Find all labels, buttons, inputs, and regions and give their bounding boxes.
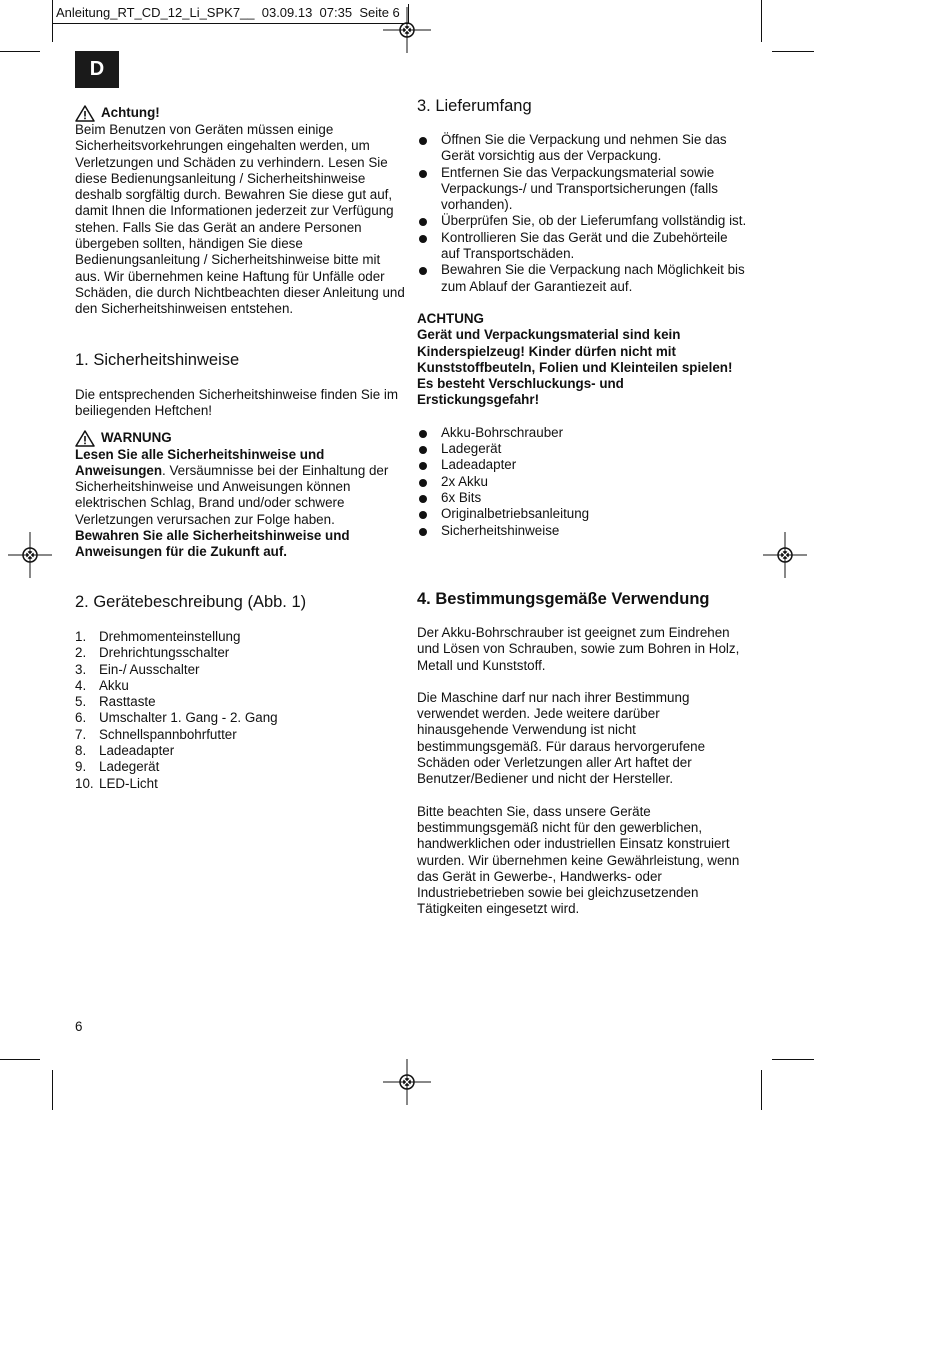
section-heading: 1. Sicherheitshinweise xyxy=(75,351,240,369)
crop-mark xyxy=(772,1059,814,1060)
item-number: 3. xyxy=(75,661,87,677)
section-safety xyxy=(75,350,405,561)
crop-mark xyxy=(0,51,40,52)
section-scope-of-delivery xyxy=(417,96,747,539)
list-item: Überprüfen Sie, ob der Lieferumfang vollständig ist. xyxy=(417,213,747,229)
list-item: Öffnen Sie die Verpackung und nehmen Sie das Gerät vorsichtig aus der Verpackung. xyxy=(417,132,747,165)
list-item xyxy=(75,710,405,726)
list-item xyxy=(75,694,405,710)
list-item xyxy=(75,645,405,661)
item-number: 4. xyxy=(75,677,87,693)
item-text: Drehrichtungsschalter xyxy=(99,645,230,661)
list-item: Akku-Bohrschrauber xyxy=(417,425,747,441)
safety-intro: Die entsprechenden Sicherheitshinweise finden Sie im beiliegenden Heftchen! xyxy=(75,387,399,419)
section-heading: 2. Gerätebeschreibung (Abb. 1) xyxy=(75,593,307,611)
section-intended-use xyxy=(417,589,747,918)
intended-use-p3: Bitte beachten Sie, dass unsere Geräte bestimmungsgemäß nicht für den gewerblichen, handwerklichen oder industriellen Einsatz konstruiert wurden. Wir übernehmen keine Gewährleistung, wenn das Gerät in Gewerbe-, Handwerks- oder Industriebetrieben sowie bei gleichzusetzenden Tätigkeiten eingesetzt wird. xyxy=(417,803,740,917)
attention-text: Gerät und Verpackungsmaterial sind kein Kinderspielzeug! Kinder dürfen nicht mit Kunststoffbeuteln, Folien und Kleinteilen spielen! Es besteht Verschluckungs- und Erstickungsgefahr! xyxy=(417,327,733,408)
item-number: 9. xyxy=(75,759,87,775)
attention-title: ACHTUNG xyxy=(417,310,484,326)
caution-block xyxy=(75,105,405,318)
intended-use-p2: Die Maschine darf nur nach ihrer Bestimmung verwendet werden. Jede weitere darüber hinausgehende Verwendung ist nicht bestimmungsgemäß. Für daraus hervorgerufene Schäden oder Verletzungen aller Art haftet der Benutzer/Bediener und nicht der Hersteller. xyxy=(417,689,706,787)
intended-use-p1: Der Akku-Bohrschrauber ist geeignet zum Eindrehen und Lösen von Schrauben, sowie zum Bohren in Holz, Metall und Kunststoff. xyxy=(417,625,740,673)
list-item: Ladegerät xyxy=(417,441,747,457)
crop-mark xyxy=(52,1070,53,1110)
item-number: 5. xyxy=(75,694,87,710)
list-item xyxy=(75,743,405,759)
list-item: Bewahren Sie die Verpackung nach Möglichkeit bis zum Ablauf der Garantiezeit auf. xyxy=(417,262,747,295)
list-item: Sicherheitshinweise xyxy=(417,523,747,539)
warning-triangle-icon xyxy=(75,430,95,447)
language-tab: D xyxy=(75,51,119,88)
caution-title: Achtung! xyxy=(101,105,160,121)
unpacking-steps xyxy=(417,132,747,295)
print-file-info: Anleitung_RT_CD_12_Li_SPK7__ 03.09.13 07:35 Seite 6 xyxy=(52,4,409,24)
contents-list xyxy=(417,425,747,539)
item-text: Rasttaste xyxy=(99,694,156,710)
page-number: 6 xyxy=(75,1019,83,1034)
item-text: Ein-/ Ausschalter xyxy=(99,661,200,677)
warning-text xyxy=(75,447,405,528)
item-text: Ladeadapter xyxy=(99,743,175,759)
list-item xyxy=(75,629,405,645)
list-item: Entfernen Sie das Verpackungsmaterial sowie Verpackungs-/ und Transportsicherungen (falls vorhanden). xyxy=(417,165,747,214)
list-item: Kontrollieren Sie das Gerät und die Zubehörteile auf Transportschäden. xyxy=(417,230,747,263)
crop-mark xyxy=(52,0,53,42)
item-text: Schnellspannbohrfutter xyxy=(99,726,237,742)
caution-title-row xyxy=(75,105,405,122)
warning-body: . Versäumnisse bei der Einhaltung der Sicherheitshinweise und Anweisungen können elektrischen Schlag, Brand und/oder schwere Verletzungen verursachen zur Folge haben. xyxy=(75,462,389,527)
section-heading: 4. Bestimmungsgemäße Verwendung xyxy=(417,590,710,608)
item-number: 2. xyxy=(75,645,87,661)
list-item xyxy=(75,727,405,743)
list-item xyxy=(75,776,405,792)
registration-mark-icon xyxy=(763,532,807,578)
item-text: Ladegerät xyxy=(99,759,160,775)
warning-triangle-icon xyxy=(75,105,95,122)
item-text: LED-Licht xyxy=(99,775,158,791)
item-number: 1. xyxy=(75,629,87,644)
list-item xyxy=(75,678,405,694)
warning-title: WARNUNG xyxy=(101,429,172,445)
section-heading: 3. Lieferumfang xyxy=(417,97,532,115)
crop-mark xyxy=(761,0,762,42)
warning-bold-lead: Lesen Sie alle Sicherheitshinweise und Anweisungen xyxy=(75,446,325,478)
warning-title-row xyxy=(75,430,405,447)
crop-mark xyxy=(0,1059,40,1060)
section-device-description xyxy=(75,592,405,792)
crop-mark xyxy=(761,1070,762,1110)
item-number: 6. xyxy=(75,710,87,726)
list-item xyxy=(75,759,405,775)
item-text: Drehmomenteinstellung xyxy=(99,629,241,644)
item-number: 7. xyxy=(75,726,87,742)
item-text: Akku xyxy=(99,677,129,693)
item-text: Umschalter 1. Gang - 2. Gang xyxy=(99,710,278,726)
registration-mark-icon xyxy=(383,7,431,53)
item-number: 8. xyxy=(75,743,87,759)
caution-text: Beim Benutzen von Geräten müssen einige Sicherheitsvorkehrungen eingehalten werden, um Verletzungen und Schäden zu verhindern. Lesen Sie diese Bedienungsanleitung / Sicherheitshinweise deshalb sorgfältig durch. Bewahren Sie diese gut auf, damit Ihnen die Informationen jederzeit zur Verfügung stehen. Falls Sie das Gerät an andere Personen übergeben sollten, händigen Sie diese Bedienungsanleitung / Sicherheitshinweise bitte mit aus. Wir übernehmen keine Haftung für Unfälle oder Schäden, die durch Nichtbeachten dieser Anleitung und den Sicherheitshinweisen entstehen. xyxy=(75,122,405,317)
warning-keep: Bewahren Sie alle Sicherheitshinweise und Anweisungen für die Zukunft auf. xyxy=(75,528,350,560)
list-item xyxy=(75,662,405,678)
parts-list xyxy=(75,629,405,792)
item-number: 10. xyxy=(75,775,94,791)
crop-mark xyxy=(772,51,814,52)
list-item: 6x Bits xyxy=(417,490,747,506)
registration-mark-icon xyxy=(8,532,52,578)
registration-mark-icon xyxy=(383,1059,431,1105)
list-item: Ladeadapter xyxy=(417,457,747,473)
list-item: 2x Akku xyxy=(417,474,747,490)
list-item: Originalbetriebsanleitung xyxy=(417,506,747,522)
